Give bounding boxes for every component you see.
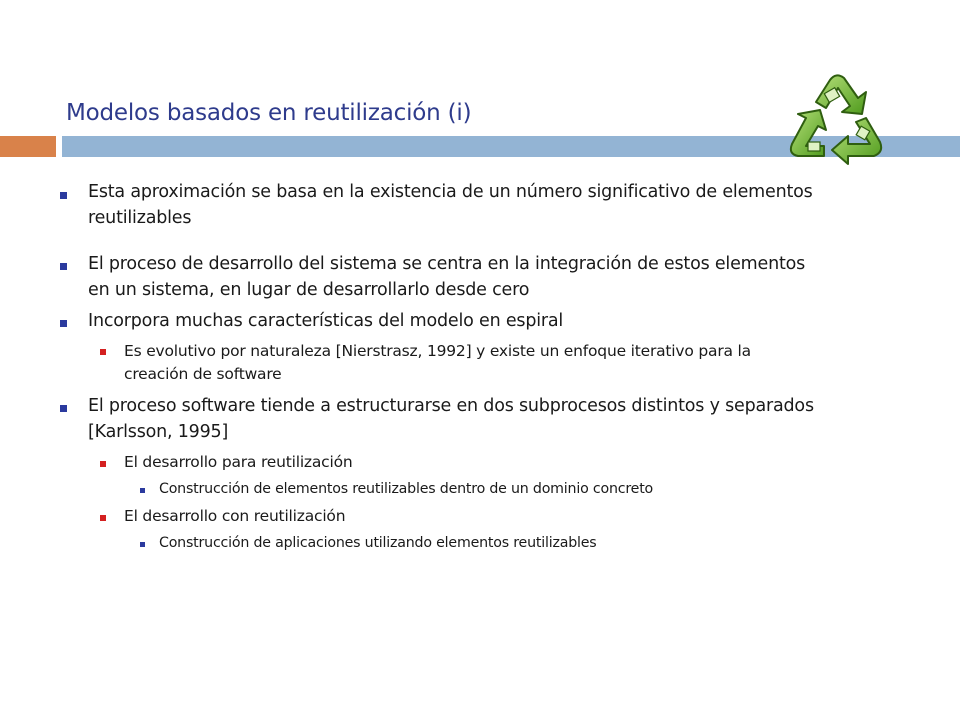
- bullet-item: Esta aproximación se basa en la existencia de un número significativo de elementos reutilizables: [88, 182, 813, 228]
- title-accent-bar-orange: [0, 136, 56, 157]
- recycle-icon: [786, 72, 890, 168]
- bullet-marker: [60, 263, 67, 270]
- sub-bullet-marker: [100, 515, 106, 521]
- sub-bullet-marker: [100, 461, 106, 467]
- slide-title: Modelos basados en reutilización (i): [66, 100, 472, 126]
- bullet-marker: [60, 405, 67, 412]
- bullet-marker: [60, 320, 67, 327]
- bullet-item: El proceso de desarrollo del sistema se centra en la integración de estos elementos en un sistema, en lugar de desarrollarlo desde cero: [88, 254, 806, 300]
- bullet-item: Incorpora muchas características del modelo en espiral: [88, 311, 564, 331]
- sub-sub-bullet-marker: [140, 488, 145, 493]
- sub-bullet-marker: [100, 349, 106, 355]
- sub-bullet-item: El desarrollo para reutilización: [124, 453, 353, 471]
- bullet-marker: [60, 192, 67, 199]
- bullet-item: El proceso software tiende a estructurarse en dos subprocesos distintos y separados [Karlsson, 1995]: [88, 396, 814, 442]
- sub-sub-bullet-item: Construcción de elementos reutilizables dentro de un dominio concreto: [159, 481, 654, 497]
- sub-bullet-item: Es evolutivo por naturaleza [Nierstrasz, 1992] y existe un enfoque iterativo para la creación de software: [124, 342, 751, 383]
- sub-sub-bullet-marker: [140, 542, 145, 547]
- sub-bullet-item: El desarrollo con reutilización: [124, 507, 346, 525]
- sub-sub-bullet-item: Construcción de aplicaciones utilizando elementos reutilizables: [159, 535, 597, 551]
